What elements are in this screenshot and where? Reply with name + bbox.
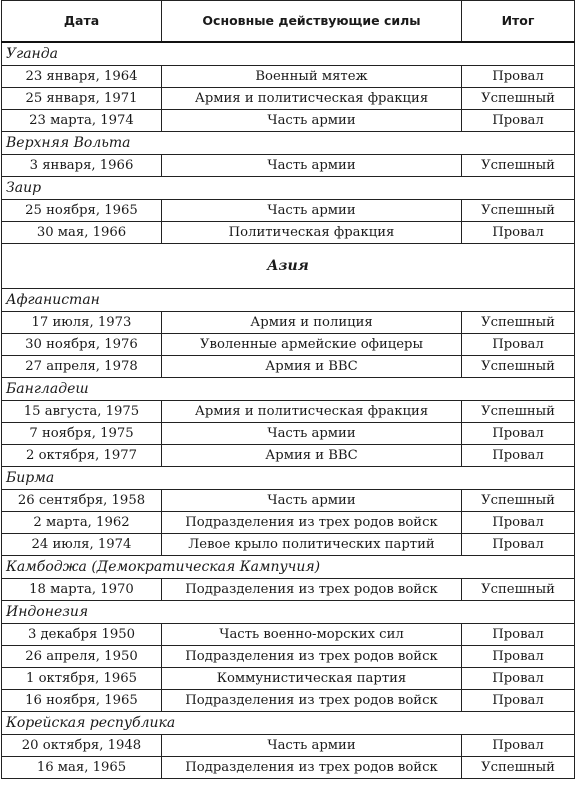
cell-forces: Армия и ВВС xyxy=(162,445,462,467)
table-row xyxy=(2,757,575,779)
table-row xyxy=(2,735,575,757)
cell-forces: Коммунистическая партия xyxy=(162,668,462,690)
cell-date: 24 июля, 1974 xyxy=(2,534,162,556)
cell-forces: Политическая фракция xyxy=(162,222,462,244)
cell-result: Провал xyxy=(462,66,575,88)
table-row xyxy=(2,155,575,177)
cell-date: 30 мая, 1966 xyxy=(2,222,162,244)
country-heading-row xyxy=(2,712,575,735)
cell-forces: Часть армии xyxy=(162,423,462,445)
country-name: Индонезия xyxy=(2,601,575,624)
cell-forces: Армия и политисческая фракция xyxy=(162,401,462,423)
cell-result: Провал xyxy=(462,668,575,690)
country-heading-row xyxy=(2,42,575,66)
cell-result: Успешный xyxy=(462,356,575,378)
cell-result: Провал xyxy=(462,222,575,244)
cell-forces: Левое крыло политических партий xyxy=(162,534,462,556)
country-heading-row xyxy=(2,177,575,200)
cell-forces: Часть военно-морских сил xyxy=(162,624,462,646)
cell-result: Успешный xyxy=(462,579,575,601)
table-row xyxy=(2,66,575,88)
country-name: Камбоджа (Демократическая Кампучия) xyxy=(2,556,575,579)
table-row xyxy=(2,512,575,534)
cell-date: 16 мая, 1965 xyxy=(2,757,162,779)
table-row xyxy=(2,423,575,445)
table-body xyxy=(2,42,575,779)
table-row xyxy=(2,88,575,110)
cell-date: 3 января, 1966 xyxy=(2,155,162,177)
header-row xyxy=(2,1,575,43)
cell-date: 27 апреля, 1978 xyxy=(2,356,162,378)
cell-result: Провал xyxy=(462,445,575,467)
cell-forces: Часть армии xyxy=(162,110,462,132)
cell-date: 26 апреля, 1950 xyxy=(2,646,162,668)
table-row xyxy=(2,312,575,334)
cell-date: 23 марта, 1974 xyxy=(2,110,162,132)
cell-date: 18 марта, 1970 xyxy=(2,579,162,601)
table-row xyxy=(2,668,575,690)
cell-date: 25 января, 1971 xyxy=(2,88,162,110)
cell-date: 23 января, 1964 xyxy=(2,66,162,88)
cell-forces: Подразделения из трех родов войск xyxy=(162,690,462,712)
country-heading-row xyxy=(2,289,575,312)
cell-result: Успешный xyxy=(462,200,575,222)
cell-result: Провал xyxy=(462,646,575,668)
country-heading-row xyxy=(2,556,575,579)
cell-forces: Военный мятеж xyxy=(162,66,462,88)
cell-date: 17 июля, 1973 xyxy=(2,312,162,334)
table-row xyxy=(2,356,575,378)
country-name: Заир xyxy=(2,177,575,200)
country-name: Верхняя Вольта xyxy=(2,132,575,155)
cell-result: Провал xyxy=(462,534,575,556)
cell-result: Провал xyxy=(462,512,575,534)
cell-result: Провал xyxy=(462,423,575,445)
cell-result: Успешный xyxy=(462,757,575,779)
table-row xyxy=(2,401,575,423)
country-name: Бангладеш xyxy=(2,378,575,401)
region-name: Азия xyxy=(2,244,575,289)
country-heading-row xyxy=(2,132,575,155)
country-name: Уганда xyxy=(2,42,575,66)
cell-forces: Уволенные армейские офицеры xyxy=(162,334,462,356)
cell-date: 7 ноября, 1975 xyxy=(2,423,162,445)
table-row xyxy=(2,624,575,646)
cell-forces: Армия и политисческая фракция xyxy=(162,88,462,110)
cell-date: 2 марта, 1962 xyxy=(2,512,162,534)
header-date: Дата xyxy=(2,1,162,43)
table-row xyxy=(2,579,575,601)
cell-forces: Подразделения из трех родов войск xyxy=(162,757,462,779)
table-row xyxy=(2,222,575,244)
cell-forces: Часть армии xyxy=(162,735,462,757)
cell-date: 30 ноября, 1976 xyxy=(2,334,162,356)
table-row xyxy=(2,690,575,712)
cell-result: Успешный xyxy=(462,312,575,334)
coups-table xyxy=(1,0,575,779)
cell-forces: Подразделения из трех родов войск xyxy=(162,579,462,601)
table-row xyxy=(2,110,575,132)
cell-result: Провал xyxy=(462,334,575,356)
cell-forces: Подразделения из трех родов войск xyxy=(162,512,462,534)
cell-forces: Подразделения из трех родов войск xyxy=(162,646,462,668)
table-row xyxy=(2,445,575,467)
cell-forces: Армия и ВВС xyxy=(162,356,462,378)
header-result: Итог xyxy=(462,1,575,43)
cell-result: Провал xyxy=(462,624,575,646)
cell-date: 20 октября, 1948 xyxy=(2,735,162,757)
table-row xyxy=(2,334,575,356)
country-heading-row xyxy=(2,378,575,401)
country-heading-row xyxy=(2,601,575,624)
table-row xyxy=(2,200,575,222)
cell-date: 25 ноября, 1965 xyxy=(2,200,162,222)
cell-result: Успешный xyxy=(462,490,575,512)
country-name: Корейская республика xyxy=(2,712,575,735)
table-row xyxy=(2,534,575,556)
cell-forces: Часть армии xyxy=(162,155,462,177)
cell-date: 2 октября, 1977 xyxy=(2,445,162,467)
cell-result: Провал xyxy=(462,735,575,757)
cell-forces: Часть армии xyxy=(162,490,462,512)
table-row xyxy=(2,646,575,668)
country-heading-row xyxy=(2,467,575,490)
country-name: Афганистан xyxy=(2,289,575,312)
header-forces: Основные действующие силы xyxy=(162,1,462,43)
cell-result: Провал xyxy=(462,690,575,712)
cell-forces: Часть армии xyxy=(162,200,462,222)
cell-date: 15 августа, 1975 xyxy=(2,401,162,423)
cell-result: Провал xyxy=(462,110,575,132)
table-row xyxy=(2,490,575,512)
region-heading-row xyxy=(2,244,575,289)
country-name: Бирма xyxy=(2,467,575,490)
cell-result: Успешный xyxy=(462,155,575,177)
cell-date: 3 декабря 1950 xyxy=(2,624,162,646)
cell-date: 1 октября, 1965 xyxy=(2,668,162,690)
cell-forces: Армия и полиция xyxy=(162,312,462,334)
cell-result: Успешный xyxy=(462,401,575,423)
cell-result: Успешный xyxy=(462,88,575,110)
cell-date: 26 сентября, 1958 xyxy=(2,490,162,512)
cell-date: 16 ноября, 1965 xyxy=(2,690,162,712)
